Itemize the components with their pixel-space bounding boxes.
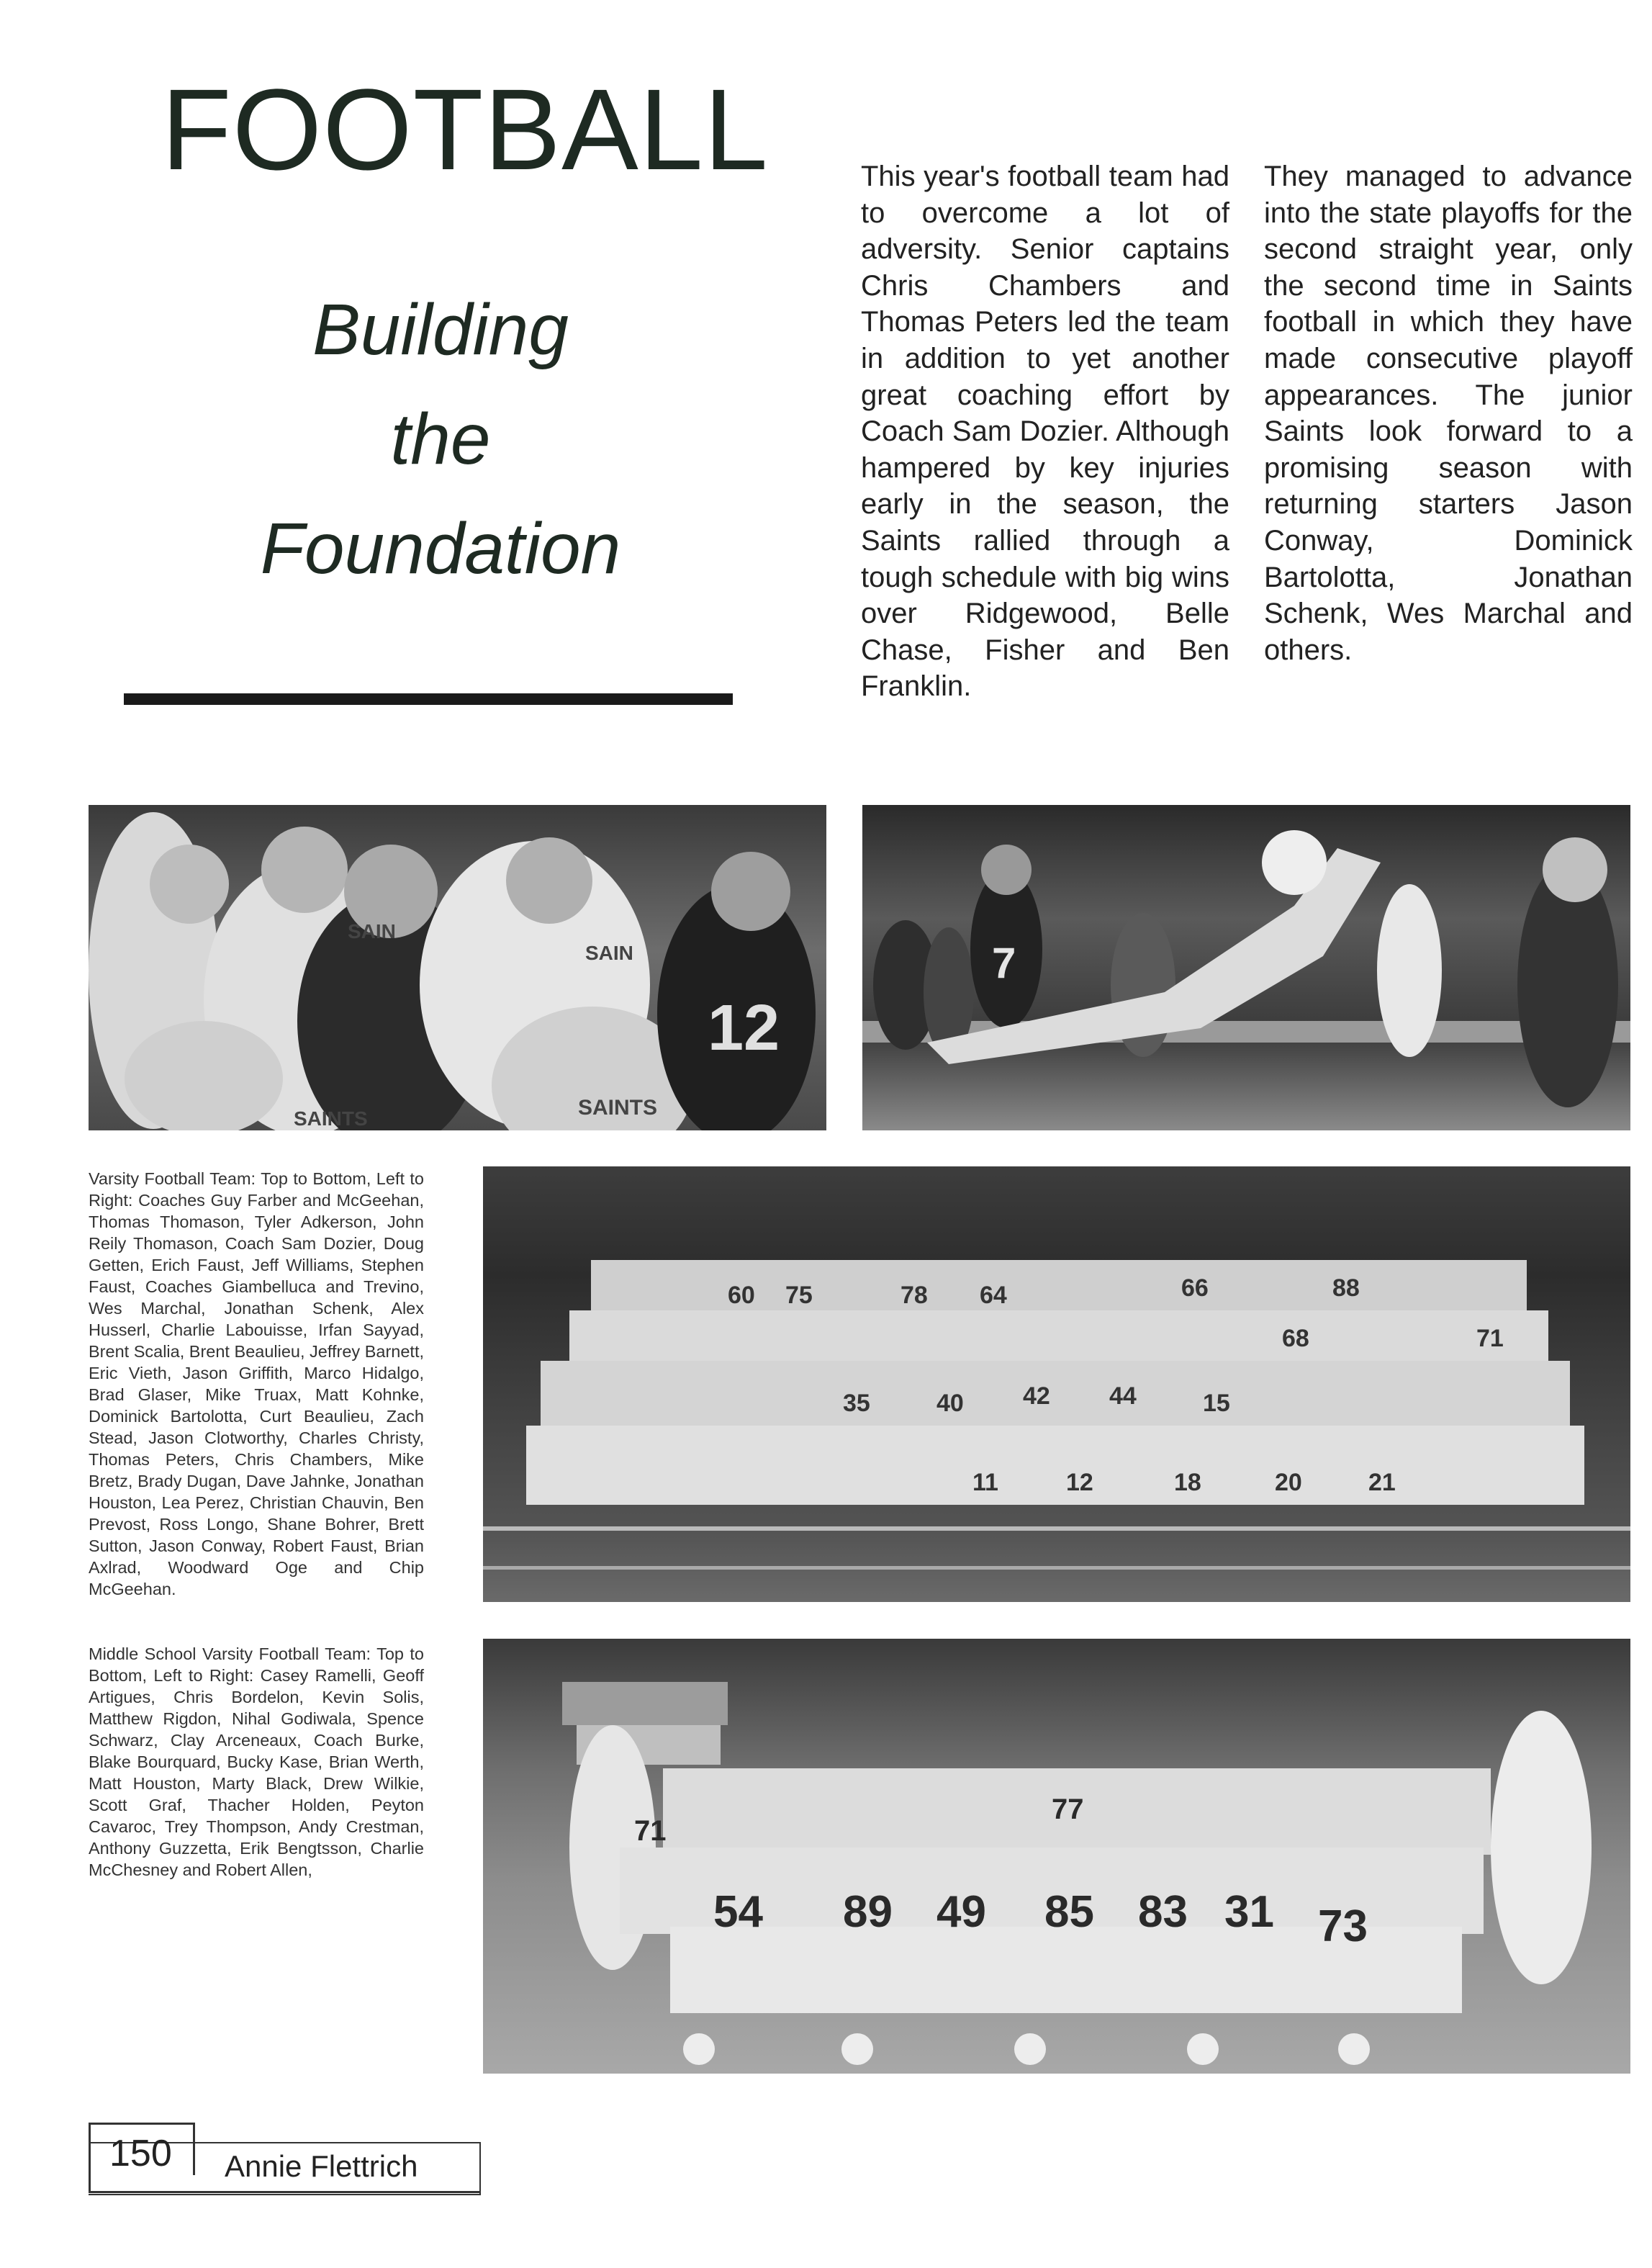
ms-number-3: 49 — [936, 1887, 986, 1937]
ms-number-1: 54 — [713, 1887, 763, 1937]
varsity-number-2: 75 — [785, 1282, 813, 1309]
ms-number-2: 89 — [843, 1887, 893, 1937]
varsity-number-12: 44 — [1109, 1382, 1137, 1410]
game-action-photo — [862, 805, 1630, 1130]
varsity-number-15: 21 — [1368, 1469, 1396, 1496]
footer-bottom-border — [89, 2191, 479, 2193]
huddle-jersey-3: SAINTS — [578, 1096, 658, 1120]
varsity-number-11: 42 — [1023, 1382, 1050, 1410]
varsity-number-17: 12 — [1066, 1469, 1093, 1496]
ms-number-4: 85 — [1044, 1887, 1094, 1937]
huddle-jersey-5: 12 — [708, 992, 780, 1064]
huddle-photo — [89, 805, 826, 1130]
varsity-team-photo — [483, 1166, 1630, 1602]
huddle-jersey-2: SAIN — [585, 942, 633, 964]
ms-number-8: 71 — [634, 1815, 667, 1847]
middle-school-team-photo — [483, 1639, 1630, 2074]
page-number: 150 — [109, 2133, 172, 2174]
ms-number-9: 77 — [1052, 1794, 1084, 1825]
varsity-number-18: 18 — [1174, 1469, 1201, 1496]
varsity-number-1: 60 — [728, 1282, 755, 1309]
varsity-number-3: 78 — [901, 1282, 928, 1309]
ms-number-5: 83 — [1138, 1887, 1188, 1937]
ms-number-6: 31 — [1224, 1887, 1274, 1937]
varsity-number-8: 71 — [1476, 1325, 1504, 1352]
varsity-number-7: 68 — [1282, 1325, 1309, 1352]
subtitle-line-1: Building — [312, 289, 569, 370]
body-column-1: This year's football team had to overcome a lot of adversity. Senior captains Chris Chambers and Thomas Peters led the team in addition to yet another great coaching effort by Coach Sam Dozier. Although hampered by key injuries early in the season, the Saints rallied through a tough schedule with big wins over Ridgewood, Belle Chase, Fisher and Ben Franklin. — [861, 161, 1229, 703]
varsity-caption: Varsity Football Team: Top to Bottom, Left to Right: Coaches Guy Farber and McGeehan, Thomas Thomason, Tyler Adkerson, John Reily Thomason, Coach Sam Dozier, Doug Getten, Erich Faust, Jeff Williams, Stephen Faust, Coaches Giambelluca and Trevino, Wes Marchal, Jonathan Schenk, Alex Husserl, Charlie Labouisse, Irfan Sayyad, Brent Scalia, Brent Beaulieu, Jeffrey Barnett, Eric Vieth, Jason Griffith, Marco Hidalgo, Brad Glaser, Mike Truax, Matt Kohnke, Dominick Bartolotta, Curt Beaulieu, Zach Stead, Jason Clotworthy, Charles Christy, Thomas Peters, Chris Chambers, Mike Bretz, Brady Dugan, Dave Jahnke, Jonathan Houston, Lea Perez, Christian Chauvin, Ben Prevost, Ross Longo, Shane Bohrer, Brett Sutton, Jason Conway, Robert Faust, Brian Axlrad, Woodward Oge and Chip McGeehan. — [89, 1169, 424, 1598]
author-credit: Annie Flettrich — [225, 2149, 418, 2183]
footer-left-border — [89, 2123, 91, 2192]
varsity-number-4: 64 — [980, 1282, 1007, 1309]
title-rule — [124, 693, 733, 705]
huddle-jersey-1: SAIN — [348, 920, 396, 942]
subtitle-line-3: Foundation — [260, 508, 621, 589]
subtitle-line-2: the — [390, 399, 491, 480]
varsity-number-5: 66 — [1181, 1274, 1209, 1302]
varsity-number-10: 40 — [936, 1390, 964, 1417]
varsity-number-16: 11 — [972, 1469, 998, 1496]
huddle-jersey-4: SAINTS — [294, 1107, 368, 1130]
middle-school-caption: Middle School Varsity Football Team: Top to Bottom, Left to Right: Casey Ramelli, Geoff Artigues, Chris Bordelon, Kevin Solis, Matthew Rigdon, Nihal Godiwala, Spence Schwarz, Clay Arceneaux, Coach Burke, Blake Bourquard, Bucky Kase, Brian Werth, Matt Houston, Marty Black, Drew Wilkie, Scott Graf, Thacher Holden, Peyton Cavaroc, Trey Thompson, Andy Crestman, Anthony Guzzetta, Erik Bengtsson, Charlie McChesney and Robert Allen, — [89, 1644, 424, 1879]
varsity-number-13: 15 — [1203, 1390, 1230, 1417]
varsity-number-6: 88 — [1332, 1274, 1360, 1302]
varsity-number-9: 35 — [843, 1390, 870, 1417]
ms-number-7: 73 — [1318, 1902, 1368, 1951]
body-column-2: They managed to advance into the state playoffs for the second straight year, only the second time in Saints football in which they have made consecutive playoff appearances. The junior Saints look forward to a promising season with returning starters Jason Conway, Dominick Bartolotta, Jonathan Schenk, Wes Marchal and others. — [1264, 161, 1633, 666]
action-jersey-number: 7 — [992, 939, 1016, 987]
page-title: FOOTBALL — [161, 65, 769, 194]
varsity-number-14: 20 — [1275, 1469, 1302, 1496]
